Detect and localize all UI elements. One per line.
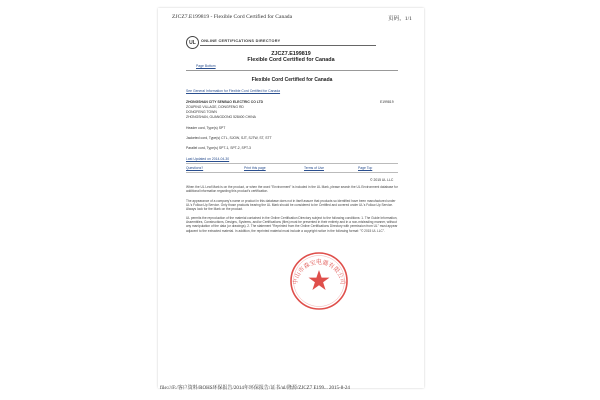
ul-logo-icon: UL xyxy=(186,36,199,49)
reproduction-paragraph: UL permits the reproduction of the material contained in the Online Certification Directory subject to the following conditions: 1. The Guide Information, Assemblies, Constructions, Designs, Systems, and/or Certifications (files) must be presented in their entirety and in a non-misleading manner, without any manipulation of the data (or drawings). 2. The statement "Reprinted from the Online Certifications Directory with permission from UL" must appear adjacent to the extracted material. In addition, the reprinted material must include a copyright notice in the following format: "© 2015 UL LLC". xyxy=(186,216,398,233)
directory-title: ONLINE CERTIFICATIONS DIRECTORY xyxy=(201,39,281,43)
company-seal-stamp xyxy=(288,250,350,312)
directory-divider xyxy=(200,45,376,46)
follow-up-paragraph: The appearance of a company's name or product in this database does not in itself assure that products so identified have been manufactured under UL's Follow-Up Service. Only those products bearing the UL Mark should be considered to be Certified and covered under UL's Follow-Up Service. Always look for the Mark on the product. xyxy=(186,199,396,212)
terms-of-use-link[interactable]: Terms of Use xyxy=(304,166,324,170)
company-name: ZHONGSHAN CITY SENBAO ELECTRIC CO LTD xyxy=(186,100,264,104)
header-cord-types: Header cord, Type(s) SPT xyxy=(186,126,226,130)
main-title: Flexible Cord Certified for Canada xyxy=(251,77,333,83)
address-line-1: ZOUPING VILLAGE, DONGFENG RD xyxy=(186,105,244,109)
category-subtitle: Flexible Cord Certified for Canada xyxy=(247,57,335,63)
seal-text: 中山市森宝电器有限公司 xyxy=(291,259,347,286)
address-line-2: DONGFENG TOWN xyxy=(186,110,217,114)
print-header-title: ZJCZ7.E199819 - Flexible Cord Certified for Canada xyxy=(172,14,293,20)
address-line-3: ZHONGSHAN, GUANGDONG 528400 CHINA xyxy=(186,115,256,119)
page-bottom-link[interactable]: Page Bottom xyxy=(196,64,216,68)
general-info-link[interactable]: See General Information for Flexible Cord Certified for Canada xyxy=(186,89,281,93)
section-divider xyxy=(186,70,398,71)
print-header-page-number: 页码，1/1 xyxy=(388,16,412,22)
copyright-notice: © 2015 UL LLC xyxy=(370,178,394,182)
print-footer: file:///F:/客户资料/ROHS环保报告/2014年环保报告/证书/ul/隆源/ZJCZ7 E199... 2015-8-24 xyxy=(160,386,350,391)
parallel-cord-types: Parallel cord, Type(s) SPT-1, SPT-2, SPT-3 xyxy=(186,146,251,150)
leaf-mark-paragraph: When the UL Leaf Mark is on the product, or when the word "Environment" is included in the UL Mark, please search the UL Environment database for additional information regarding this product's certification. xyxy=(186,185,398,194)
file-number: E199819 xyxy=(380,100,394,104)
page-top-link[interactable]: Page Top xyxy=(358,166,373,170)
last-updated: Last Updated on 2014-04-30 xyxy=(186,157,230,161)
questions-link[interactable]: Questions? xyxy=(186,166,204,170)
print-page-link[interactable]: Print this page xyxy=(244,166,266,170)
jacketed-cord-types: Jacketed cord, Type(s) CTL, SJOW, SJT, SJTW, ST, STT xyxy=(186,136,272,140)
category-code: ZJCZ7.E199819 xyxy=(271,51,311,57)
